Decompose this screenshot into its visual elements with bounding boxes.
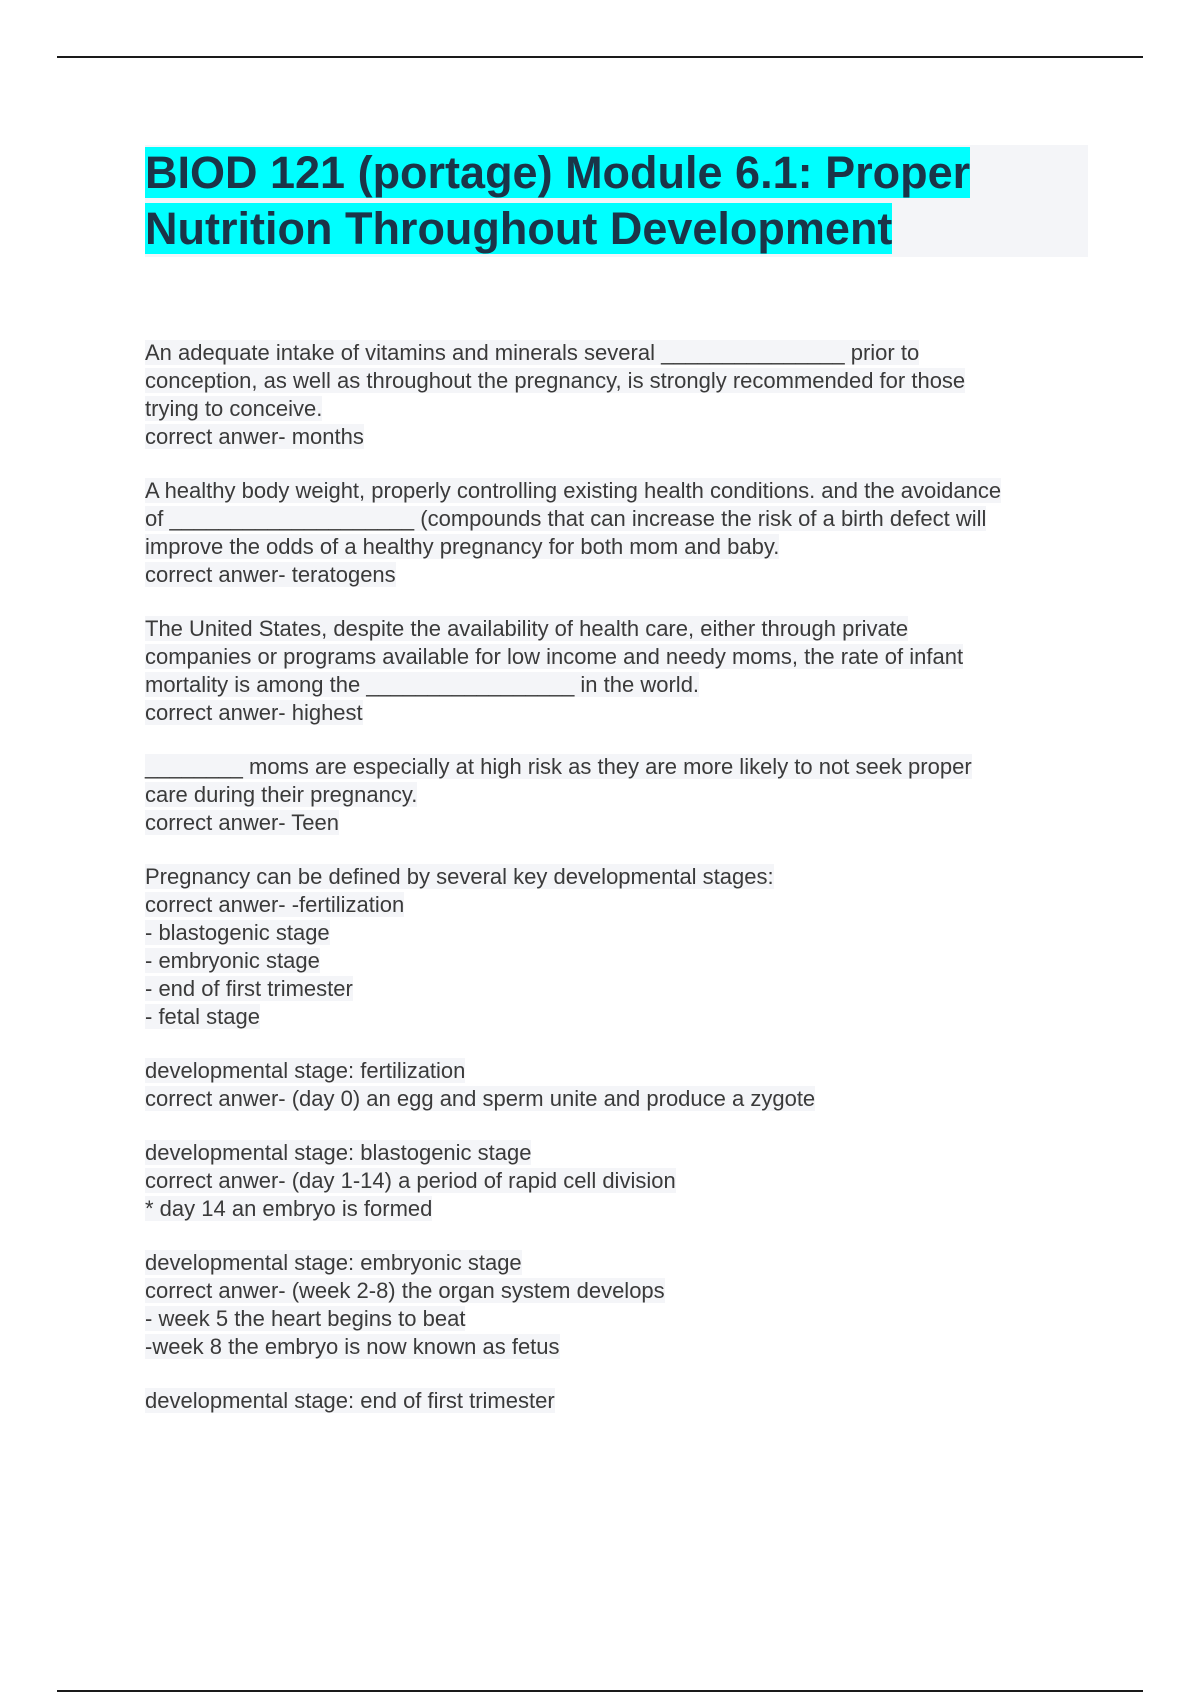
qa-line-text: correct anwer- months [145,424,364,449]
qa-line-text: correct anwer- Teen [145,810,340,835]
qa-line-text: - embryonic stage [145,948,320,973]
qa-line [145,395,1095,423]
page-title [145,145,1088,257]
qa-item [145,1249,1095,1361]
title-block [145,145,1088,257]
qa-line [145,753,1095,781]
qa-line-text: developmental stage: fertilization [145,1058,466,1083]
qa-line-text: Pregnancy can be defined by several key developmental stages: [145,864,774,889]
qa-line [145,615,1095,643]
qa-line [145,423,1095,451]
qa-item [145,339,1095,451]
qa-line [145,1167,1095,1195]
qa-item [145,477,1095,589]
qa-line-text: * day 14 an embryo is formed [145,1196,433,1221]
qa-line [145,1195,1095,1223]
qa-content [145,339,1095,1441]
qa-line [145,947,1095,975]
qa-line [145,339,1095,367]
qa-line [145,699,1095,727]
bottom-rule [57,1690,1143,1692]
qa-item [145,1139,1095,1223]
qa-line-text: - fetal stage [145,1004,260,1029]
qa-line-text: - blastogenic stage [145,920,330,945]
qa-line-text: companies or programs available for low income and needy moms, the rate of infant [145,644,964,669]
qa-item [145,1387,1095,1415]
qa-line-text: developmental stage: end of first trimester [145,1388,555,1413]
title-line-1: BIOD 121 (portage) Module 6.1: Proper [145,147,971,198]
title-line-2: Nutrition Throughout Development [145,203,893,254]
top-rule [57,56,1143,58]
qa-item [145,615,1095,727]
qa-line [145,643,1095,671]
qa-line [145,561,1095,589]
qa-line-text: correct anwer- teratogens [145,562,396,587]
qa-line-text: conception, as well as throughout the pregnancy, is strongly recommended for those [145,368,966,393]
qa-line-text: A healthy body weight, properly controlling existing health conditions. and the avoidance [145,478,1002,503]
qa-line [145,891,1095,919]
qa-line-text: developmental stage: blastogenic stage [145,1140,532,1165]
qa-line-text: of ____________________ (compounds that can increase the risk of a birth defect will [145,506,987,531]
qa-line-text: care during their pregnancy. [145,782,418,807]
qa-line [145,1387,1095,1415]
qa-line-text: correct anwer- -fertilization [145,892,405,917]
qa-line [145,477,1095,505]
qa-line-text: - end of first trimester [145,976,353,1001]
qa-line-text: - week 5 the heart begins to beat [145,1306,466,1331]
qa-line-text: -week 8 the embryo is now known as fetus [145,1334,560,1359]
qa-line [145,781,1095,809]
qa-line-text: correct anwer- highest [145,700,363,725]
qa-line-text: An adequate intake of vitamins and minerals several _______________ prior to [145,340,920,365]
qa-line [145,863,1095,891]
qa-line-text: The United States, despite the availability of health care, either through private [145,616,909,641]
qa-line-text: correct anwer- (day 0) an egg and sperm unite and produce a zygote [145,1086,816,1111]
qa-line [145,671,1095,699]
qa-line [145,1057,1095,1085]
qa-line [145,809,1095,837]
qa-line [145,1003,1095,1031]
qa-line [145,1277,1095,1305]
qa-line-text: improve the odds of a healthy pregnancy for both mom and baby. [145,534,780,559]
qa-line [145,1249,1095,1277]
qa-line-text: trying to conceive. [145,396,323,421]
qa-item [145,863,1095,1031]
qa-line-text: developmental stage: embryonic stage [145,1250,522,1275]
qa-line [145,367,1095,395]
qa-item [145,1057,1095,1113]
qa-line-text: correct anwer- (day 1-14) a period of rapid cell division [145,1168,676,1193]
qa-line-text: correct anwer- (week 2-8) the organ system develops [145,1278,665,1303]
qa-item [145,753,1095,837]
qa-line [145,533,1095,561]
qa-line [145,1305,1095,1333]
qa-line [145,505,1095,533]
qa-line-text: mortality is among the _________________ in the world. [145,672,700,697]
qa-line [145,919,1095,947]
qa-line [145,1139,1095,1167]
qa-line [145,975,1095,1003]
qa-line-text: ________ moms are especially at high risk as they are more likely to not seek proper [145,754,972,779]
qa-line [145,1085,1095,1113]
qa-line [145,1333,1095,1361]
